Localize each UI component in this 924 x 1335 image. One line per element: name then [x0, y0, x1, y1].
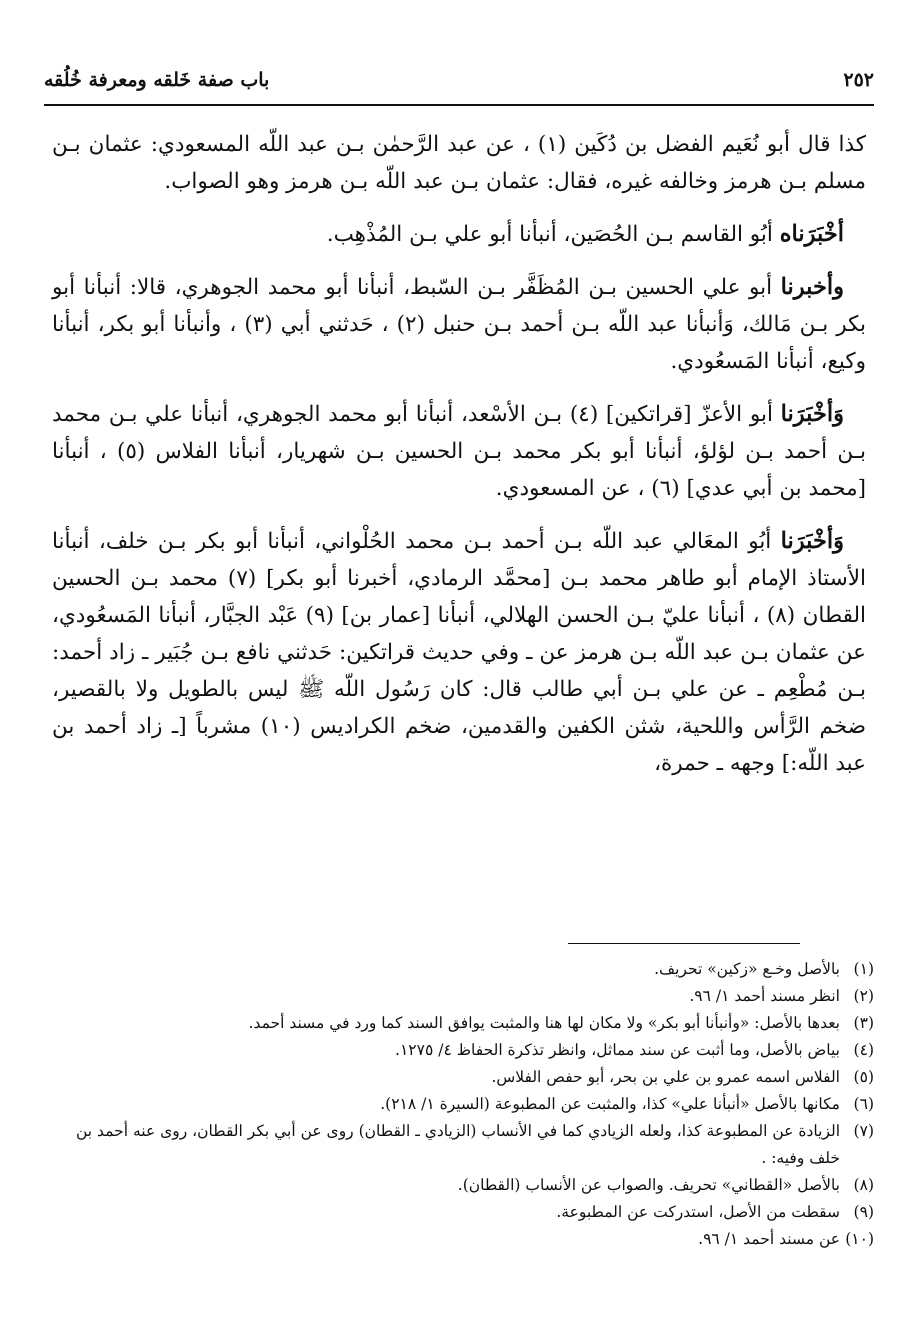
- chapter-title: باب صفة خَلقه ومعرفة خُلُقه: [44, 69, 270, 91]
- page-number: ٢٥٢: [843, 69, 874, 91]
- paragraph-keyword: وَأخْبَرَنا: [780, 528, 844, 554]
- footnote: [52, 956, 874, 983]
- footnote-text: بعدها بالأصل: «وأنبأنا أبو بكر» ولا مكان لها هنا والمثبت يوافق السند كما ورد في مسند أحمد.: [248, 1014, 840, 1032]
- footnote-text: الفلاس اسمه عمرو بن علي بن بحر، أبو حفص الفلاس.: [491, 1068, 840, 1086]
- paragraph-text: أبُو المعَالي عبد اللّه بـن أحمد بـن محمد الحُلْواني، أنبأنا أبو بكر بـن خلف، أنبأنا الأستاذ الإمام أبو طاهر محمد بـن [محمَّد الرمادي، أخبرنا أبو بكر] (٧) محمد بـن الحسين القطان (٨) ، أنبأنا عليّ بـن الحسن الهلالي، أنبأنا [عمار بن] (٩) عَبْد الجبَّار، أنبأنا المَسعُودي، عن عثمان بـن عبد اللّه بـن هرمز عن ـ وفي حديث قراتكين: حَدثني نافع بـن جُبَير ـ زاد أحمد: بـن مُطْعِم ـ عن علي بـن أبي طالب قال: كان رَسُول اللّه ﷺ ليس بالطويل ولا بالقصير، ضخم الرَّأس واللحية، شثن الكفين والقدمين، ضخم الكراديس (١٠) مشرباً [ـ زاد أحمد بن عبد اللّه:] وجهه ـ حمرة،: [52, 529, 867, 776]
- footnote: [52, 1037, 874, 1064]
- footnote-text: الزيادة عن المطبوعة كذا، ولعله الزيادي كما في الأنساب (الزيادي ـ القطان) روى عن أبي بكر القطان، روى عنه أحمد بن خلف وفيه: .: [76, 1122, 840, 1167]
- paragraph-keyword: وَأخْبَرَنا: [780, 401, 844, 427]
- footnote-text: بالأصل وخـع «زكين» تحريف.: [654, 960, 840, 978]
- paragraph-text: أبُو القاسم بـن الحُصَين، أنبأنا أبو علي بـن المُذْهِب.: [326, 222, 780, 247]
- footnote-number: (١): [853, 960, 874, 978]
- main-text: [52, 126, 866, 798]
- footnotes: [52, 956, 874, 1253]
- paragraph: [52, 523, 866, 782]
- page-header: [44, 62, 874, 98]
- paragraph-keyword: أخْبَرَناه: [779, 221, 844, 247]
- footnote-number: (٤): [853, 1041, 874, 1059]
- footnote-number: (٩): [853, 1203, 874, 1221]
- footnote-number: (٦): [853, 1095, 874, 1113]
- paragraph-text: أبو علي الحسين بـن المُظَفَّر بـن السّبط، أنبأنا أبو محمد الجوهري، قالا: أنبأنا أبو بكر بـن مَالك، وَأنبأنا عبد اللّه بـن أحمد بـن حنبل (٢) ، حَدثني أبي (٣) ، وأنبأنا أبو بكر، أنبأنا وكيع، أنبأنا المَسعُودي.: [52, 275, 866, 374]
- footnote: [52, 1199, 874, 1226]
- footnote: [52, 1172, 874, 1199]
- footnote: [52, 1091, 874, 1118]
- footnote-number: (٢): [853, 987, 874, 1005]
- footnote: [52, 1118, 874, 1172]
- paragraph: [52, 396, 866, 507]
- footnote-text: بياض بالأصل، وما أثبت عن سند مماثل، وانظر تذكرة الحفاظ ٤/ ١٢٧٥.: [395, 1041, 840, 1059]
- paragraph: [52, 269, 866, 380]
- footnote-number: (٣): [853, 1014, 874, 1032]
- header-divider: [44, 104, 874, 106]
- paragraph-text: كذا قال أبو نُعَيم الفضل بن دُكَين (١) ، عن عبد الرَّحمٰن بـن عبد اللّه المسعودي: عثمان بـن مسلم بـن هرمز وخالفه غيره، فقال: عثمان بـن عبد اللّه بـن هرمز وهو الصواب.: [52, 132, 866, 194]
- footnote-text: عن مسند أحمد ١/ ٩٦.: [698, 1230, 840, 1248]
- footnote-text: بالأصل «القطاني» تحريف. والصواب عن الأنساب (القطان).: [457, 1176, 840, 1194]
- footnote-number: (٨): [853, 1176, 874, 1194]
- paragraph-keyword: وأخبرنا: [780, 274, 844, 300]
- footnote-number: (٥): [853, 1068, 874, 1086]
- footnote: [52, 983, 874, 1010]
- footnote-divider: [568, 943, 800, 944]
- footnote-text: مكانها بالأصل «أنبأنا علي» كذا، والمثبت عن المطبوعة (السيرة ١/ ٢١٨).: [380, 1095, 840, 1113]
- footnote-number: (١٠): [845, 1230, 874, 1248]
- footnote-text: انظر مسند أحمد ١/ ٩٦.: [689, 987, 840, 1005]
- footnote-number: (٧): [853, 1122, 874, 1140]
- paragraph: [52, 126, 866, 200]
- footnote-text: سقطت من الأصل، استدركت عن المطبوعة.: [556, 1203, 840, 1221]
- paragraph: [52, 216, 866, 253]
- footnote: [52, 1064, 874, 1091]
- paragraph-text: أبو الأعزّ [قراتكين] (٤) بـن الأسْعد، أنبأنا أبو محمد الجوهري، أنبأنا علي بـن محمد بـن أحمد بـن لؤلؤ، أنبأنا أبو بكر محمد بـن الحسين بـن شهريار، أنبأنا الفلاس (٥) ، أنبأنا [محمد بن أبي عدي] (٦) ، عن المسعودي.: [52, 402, 866, 501]
- footnote: [52, 1226, 874, 1253]
- footnote: [52, 1010, 874, 1037]
